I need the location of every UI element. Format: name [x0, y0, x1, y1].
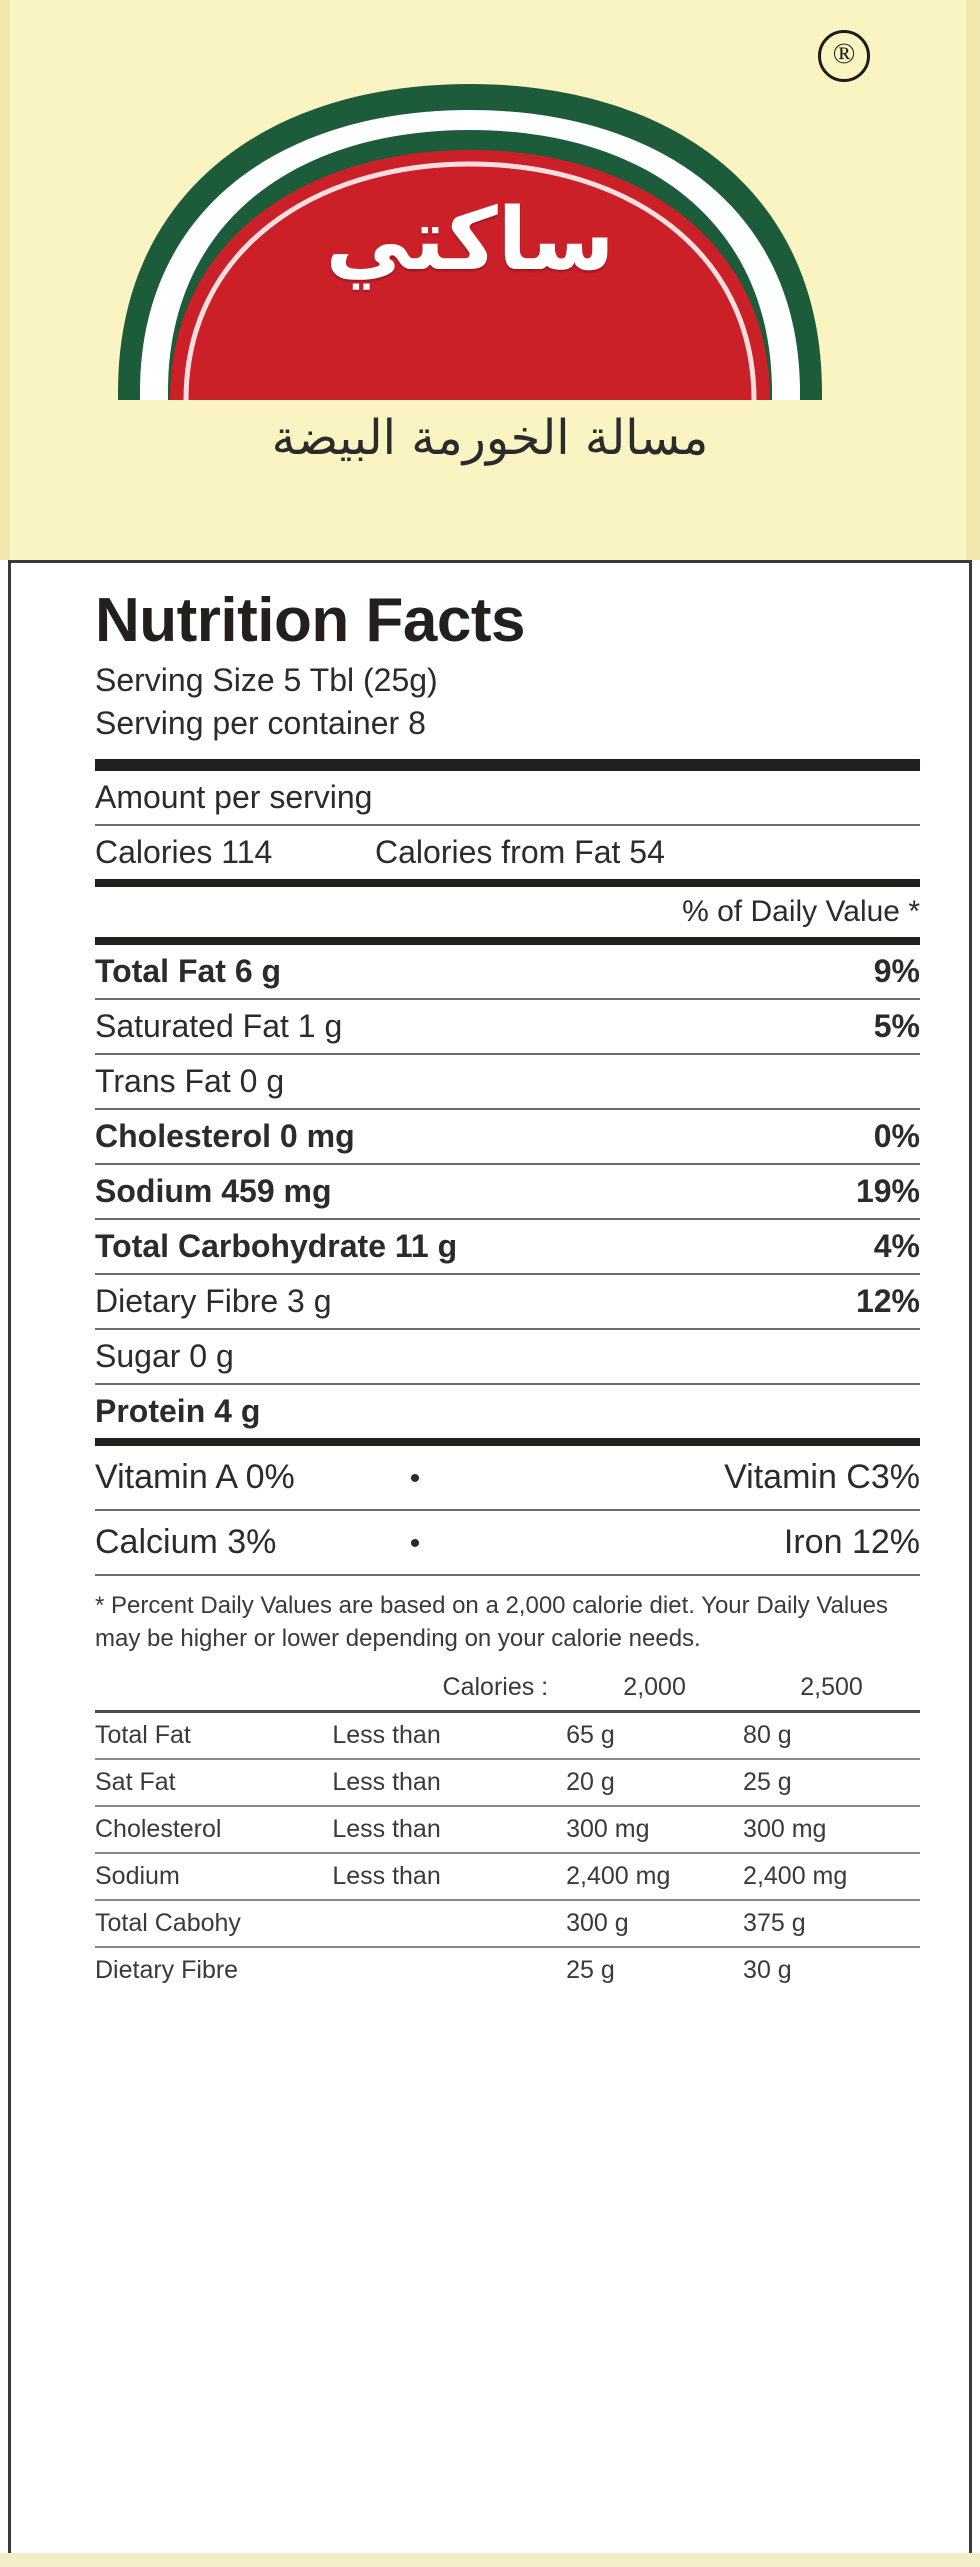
nutrient-row-sugar [95, 1330, 920, 1383]
dv-table-head [95, 1665, 920, 1712]
daily-value-header: % of Daily Value * [682, 895, 920, 929]
vitamin-a-value: Vitamin A 0% [95, 1458, 295, 1497]
vitamin-row-calcium-iron [95, 1511, 920, 1574]
brand-logo [100, 70, 840, 400]
nutrition-facts-panel [0, 560, 980, 2567]
nutrient-row-total-fat [95, 945, 920, 998]
panel-edge-right [966, 0, 980, 560]
nutrient-label: Total Fat 6 g [95, 953, 282, 990]
table-row [95, 1806, 920, 1853]
divider-medium-3 [95, 1438, 920, 1446]
dv-header-2500: 2,500 [800, 1673, 863, 1702]
nutrient-label: Sodium 459 mg [95, 1173, 332, 1210]
calories-row [95, 826, 920, 879]
panel-border-right [969, 560, 972, 2567]
dv-cell-2000: 25 g [566, 1956, 615, 1985]
dv-cell-2000: 300 mg [566, 1815, 650, 1844]
dv-cell-qualifier: Less than [332, 1721, 441, 1750]
table-row [95, 1947, 920, 1993]
nutrient-daily-value: 5% [873, 1008, 920, 1045]
dv-cell-2000: 2,400 mg [566, 1862, 671, 1891]
brand-panel [0, 0, 980, 560]
dv-cell-2500: 2,400 mg [743, 1862, 848, 1891]
dv-table-header-row [95, 1665, 920, 1712]
nutrient-row-cholesterol [95, 1110, 920, 1163]
table-row [95, 1712, 920, 1760]
dv-cell-name: Sat Fat [95, 1768, 176, 1797]
dv-header-name [95, 1665, 332, 1712]
divider-medium-1 [95, 879, 920, 887]
nutrient-label: Sugar 0 g [95, 1338, 234, 1375]
nutrient-daily-value: 12% [855, 1283, 920, 1320]
dv-cell-name: Cholesterol [95, 1815, 222, 1844]
dv-cell-2000: 65 g [566, 1721, 615, 1750]
nutrient-row-sodium [95, 1165, 920, 1218]
panel-border-top [8, 560, 972, 563]
registered-trademark-icon: ® [818, 30, 870, 82]
nutrient-label: Protein 4 g [95, 1393, 261, 1430]
calories-value: Calories 114 [95, 834, 273, 871]
dv-cell-2500: 375 g [743, 1909, 806, 1938]
panel-border-left [8, 560, 11, 2567]
bullet-separator-icon: • [409, 1527, 421, 1561]
dv-cell-name: Sodium [95, 1862, 180, 1891]
nutrient-row-total-carbohydrate [95, 1220, 920, 1273]
nutrient-label: Dietary Fibre 3 g [95, 1283, 332, 1320]
dv-cell-qualifier [332, 1900, 566, 1947]
table-row [95, 1759, 920, 1806]
product-name-arabic: مسالة الخورمة البيضة [271, 410, 709, 466]
dv-cell-2500: 25 g [743, 1768, 792, 1797]
calories-from-fat-value: Calories from Fat 54 [375, 834, 665, 871]
brand-name-arabic: ساكتي [325, 190, 615, 290]
divider-thick-top [95, 759, 920, 771]
servings-per-container: Serving per container 8 [95, 705, 426, 742]
panel-bottom-strip [0, 2553, 980, 2567]
divider-medium-2 [95, 937, 920, 945]
vitamin-row-a-c [95, 1446, 920, 1509]
bullet-separator-icon: • [409, 1462, 421, 1496]
dv-cell-qualifier: Less than [332, 1768, 441, 1797]
nutrient-daily-value: 9% [873, 953, 920, 990]
nutrient-row-protein [95, 1385, 920, 1438]
nutrient-row-saturated-fat [95, 1000, 920, 1053]
dv-cell-name: Total Cabohy [95, 1909, 241, 1938]
daily-value-footnote: * Percent Daily Values are based on a 2,000 calorie diet. Your Daily Values may be higher or lower depending on your calorie needs. [95, 1592, 888, 1652]
dv-cell-2000: 300 g [566, 1909, 629, 1938]
nutrient-daily-value: 19% [855, 1173, 920, 1210]
panel-edge-left [0, 0, 10, 560]
nutrient-label: Total Carbohydrate 11 g [95, 1228, 458, 1265]
table-row [95, 1900, 920, 1947]
nutrient-row-dietary-fibre [95, 1275, 920, 1328]
dv-cell-name: Total Fat [95, 1721, 191, 1750]
nutrient-row-trans-fat [95, 1055, 920, 1108]
dv-cell-qualifier: Less than [332, 1862, 441, 1891]
amount-per-serving-label: Amount per serving [95, 779, 373, 816]
table-row [95, 1853, 920, 1900]
nutrient-label: Cholesterol 0 mg [95, 1118, 355, 1155]
nutrient-label: Saturated Fat 1 g [95, 1008, 343, 1045]
nutrition-facts-content [95, 588, 920, 1993]
dv-header-2000: 2,000 [623, 1673, 686, 1702]
nutrient-label: Trans Fat 0 g [95, 1063, 285, 1100]
nutrition-facts-title: Nutrition Facts [95, 586, 525, 655]
dv-header-calories: Calories : [442, 1673, 549, 1702]
iron-value: Iron 12% [783, 1523, 920, 1562]
dv-cell-2500: 80 g [743, 1721, 792, 1750]
dv-table-body [95, 1712, 920, 1994]
dv-cell-qualifier: Less than [332, 1815, 441, 1844]
dv-cell-qualifier [332, 1947, 566, 1993]
dv-cell-name: Dietary Fibre [95, 1956, 239, 1985]
calcium-value: Calcium 3% [95, 1523, 277, 1562]
serving-size: Serving Size 5 Tbl (25g) [95, 662, 438, 699]
dv-cell-2000: 20 g [566, 1768, 615, 1797]
daily-value-reference-table [95, 1665, 920, 1993]
nutrient-daily-value: 4% [873, 1228, 920, 1265]
dv-cell-2500: 30 g [743, 1956, 792, 1985]
vitamin-c-value: Vitamin C3% [724, 1458, 920, 1497]
dv-cell-2500: 300 mg [743, 1815, 827, 1844]
nutrient-daily-value: 0% [873, 1118, 920, 1155]
